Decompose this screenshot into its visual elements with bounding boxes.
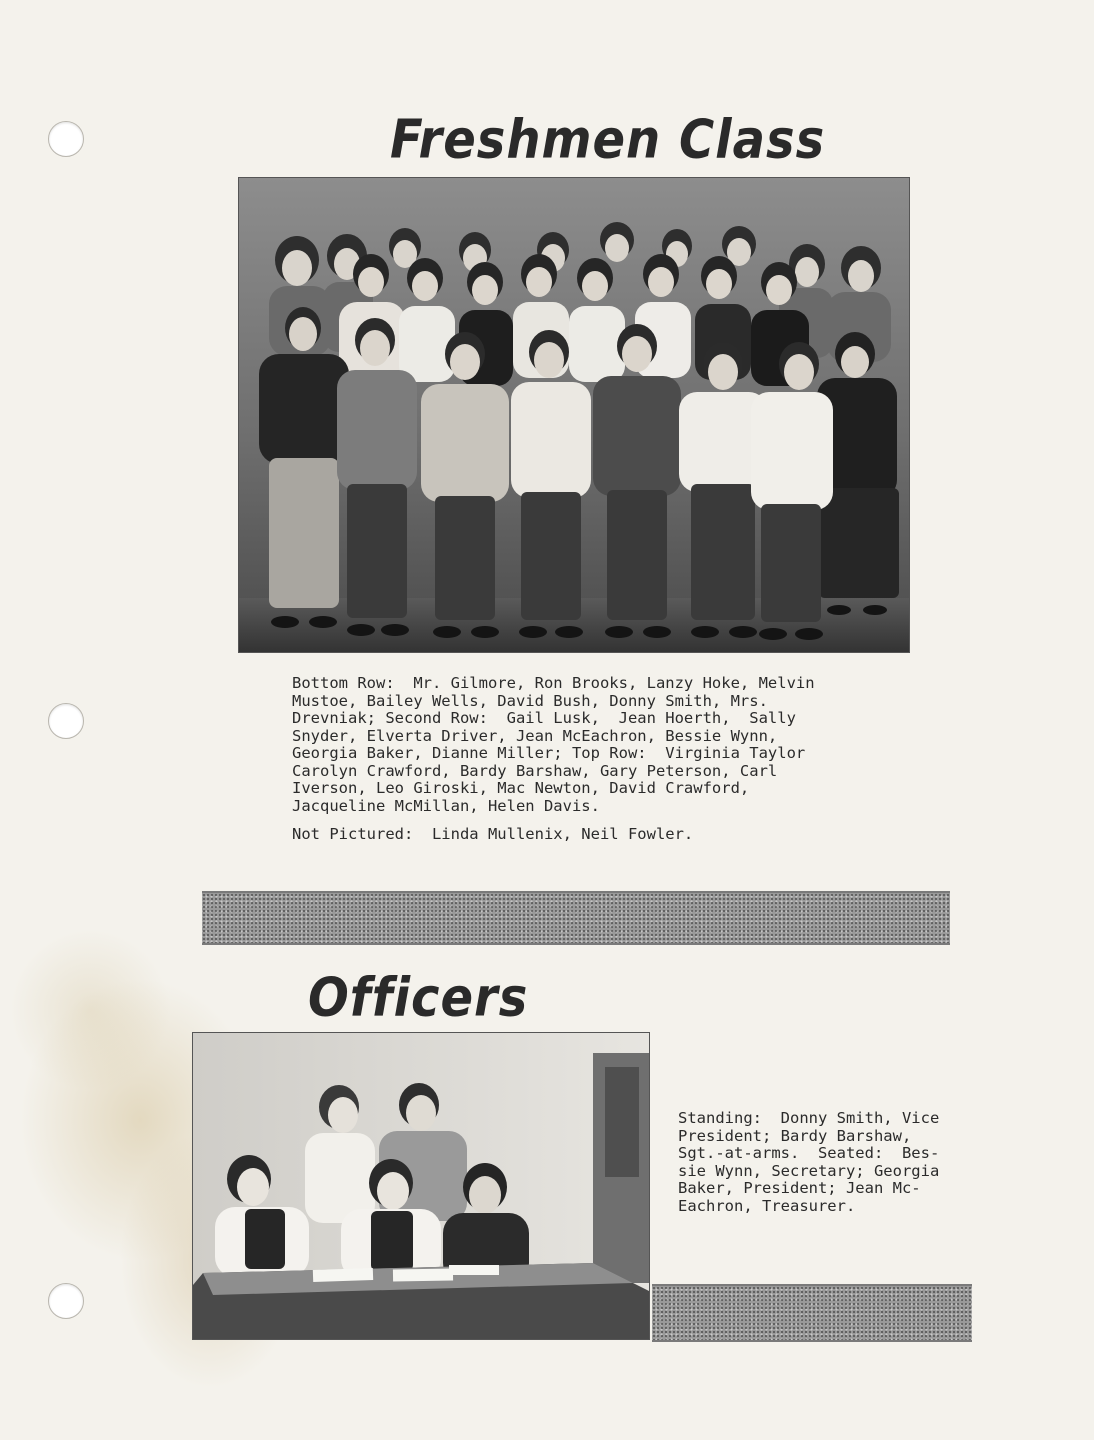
officers-heading: Officers <box>308 966 529 1029</box>
freshmen-caption: Bottom Row: Mr. Gilmore, Ron Brooks, Lanzy Hoke, Melvin Mustoe, Bailey Wells, David Bush, Donny Smith, Mrs. Drevniak; Second Row: Gail Lusk, Jean Hoerth, Sally Snyder, Elverta Driver, Jean McEachron, Bessie Wynn, Georgia Baker, Dianne Miller; Top Row: Virginia Taylor Carolyn Crawford, Bardy Barshaw, Gary Peterson, Carl Iverson, Leo Giroski, Mac Newton, David Crawford, Jacqueline McMillan, Helen Davis. <box>292 674 815 815</box>
freshmen-class-photo <box>238 177 910 653</box>
officers-photo <box>192 1032 650 1340</box>
not-pictured-caption: Not Pictured: Linda Mullenix, Neil Fowler. <box>292 825 694 843</box>
officers-caption: Standing: Donny Smith, Vice President; Bardy Barshaw, Sgt.-at-arms. Seated: Bes- sie Wynn, Secretary; Georgia Baker, President; Jean Mc- Eachron, Treasurer. <box>678 1109 940 1215</box>
halftone-band-upper <box>202 891 950 945</box>
punch-hole-middle <box>48 703 84 739</box>
halftone-band-lower <box>652 1284 972 1342</box>
freshmen-class-heading: Freshmen Class <box>390 108 826 171</box>
punch-hole-top <box>48 121 84 157</box>
punch-hole-bottom <box>48 1283 84 1319</box>
